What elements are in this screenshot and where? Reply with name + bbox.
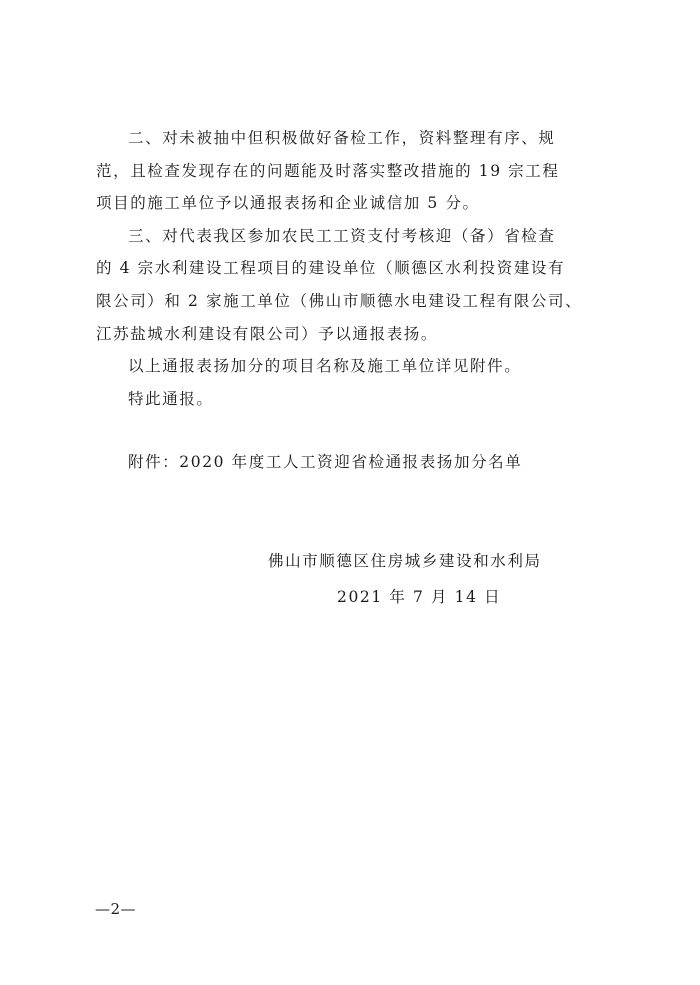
attachment-note: 附件：2020 年度工人工资迎省检通报表扬加分名单 bbox=[128, 453, 523, 471]
page-number: —2— bbox=[95, 900, 137, 918]
paragraph-3-line-4: 江苏盐城水利建设有限公司）予以通报表扬。 bbox=[96, 324, 439, 343]
paragraph-2-line-2: 范，且检查发现存在的问题能及时落实整改措施的 19 宗工程 bbox=[96, 161, 560, 180]
paragraph-3-line-2: 的 4 宗水利建设工程项目的建设单位（顺德区水利投资建设有 bbox=[96, 259, 566, 278]
signature-organization: 佛山市顺德区住房城乡建设和水利局 bbox=[268, 552, 542, 570]
closing-line-2: 特此通报。 bbox=[128, 389, 214, 408]
paragraph-2-line-1: 二、对未被抽中但积极做好备检工作，资料整理有序、规 bbox=[128, 129, 556, 147]
paragraph-3-line-3: 限公司）和 2 家施工单位（佛山市顺德水电建设工程有限公司、 bbox=[96, 291, 583, 310]
signature-date: 2021 年 7 月 14 日 bbox=[337, 588, 502, 606]
document-body bbox=[96, 122, 616, 415]
paragraph-3-line-1: 三、对代表我区参加农民工工资支付考核迎（备）省检查 bbox=[128, 226, 556, 245]
closing-line-1: 以上通报表扬加分的项目名称及施工单位详见附件。 bbox=[128, 357, 522, 376]
paragraph-2-line-3: 项目的施工单位予以通报表扬和企业诚信加 5 分。 bbox=[96, 194, 480, 213]
